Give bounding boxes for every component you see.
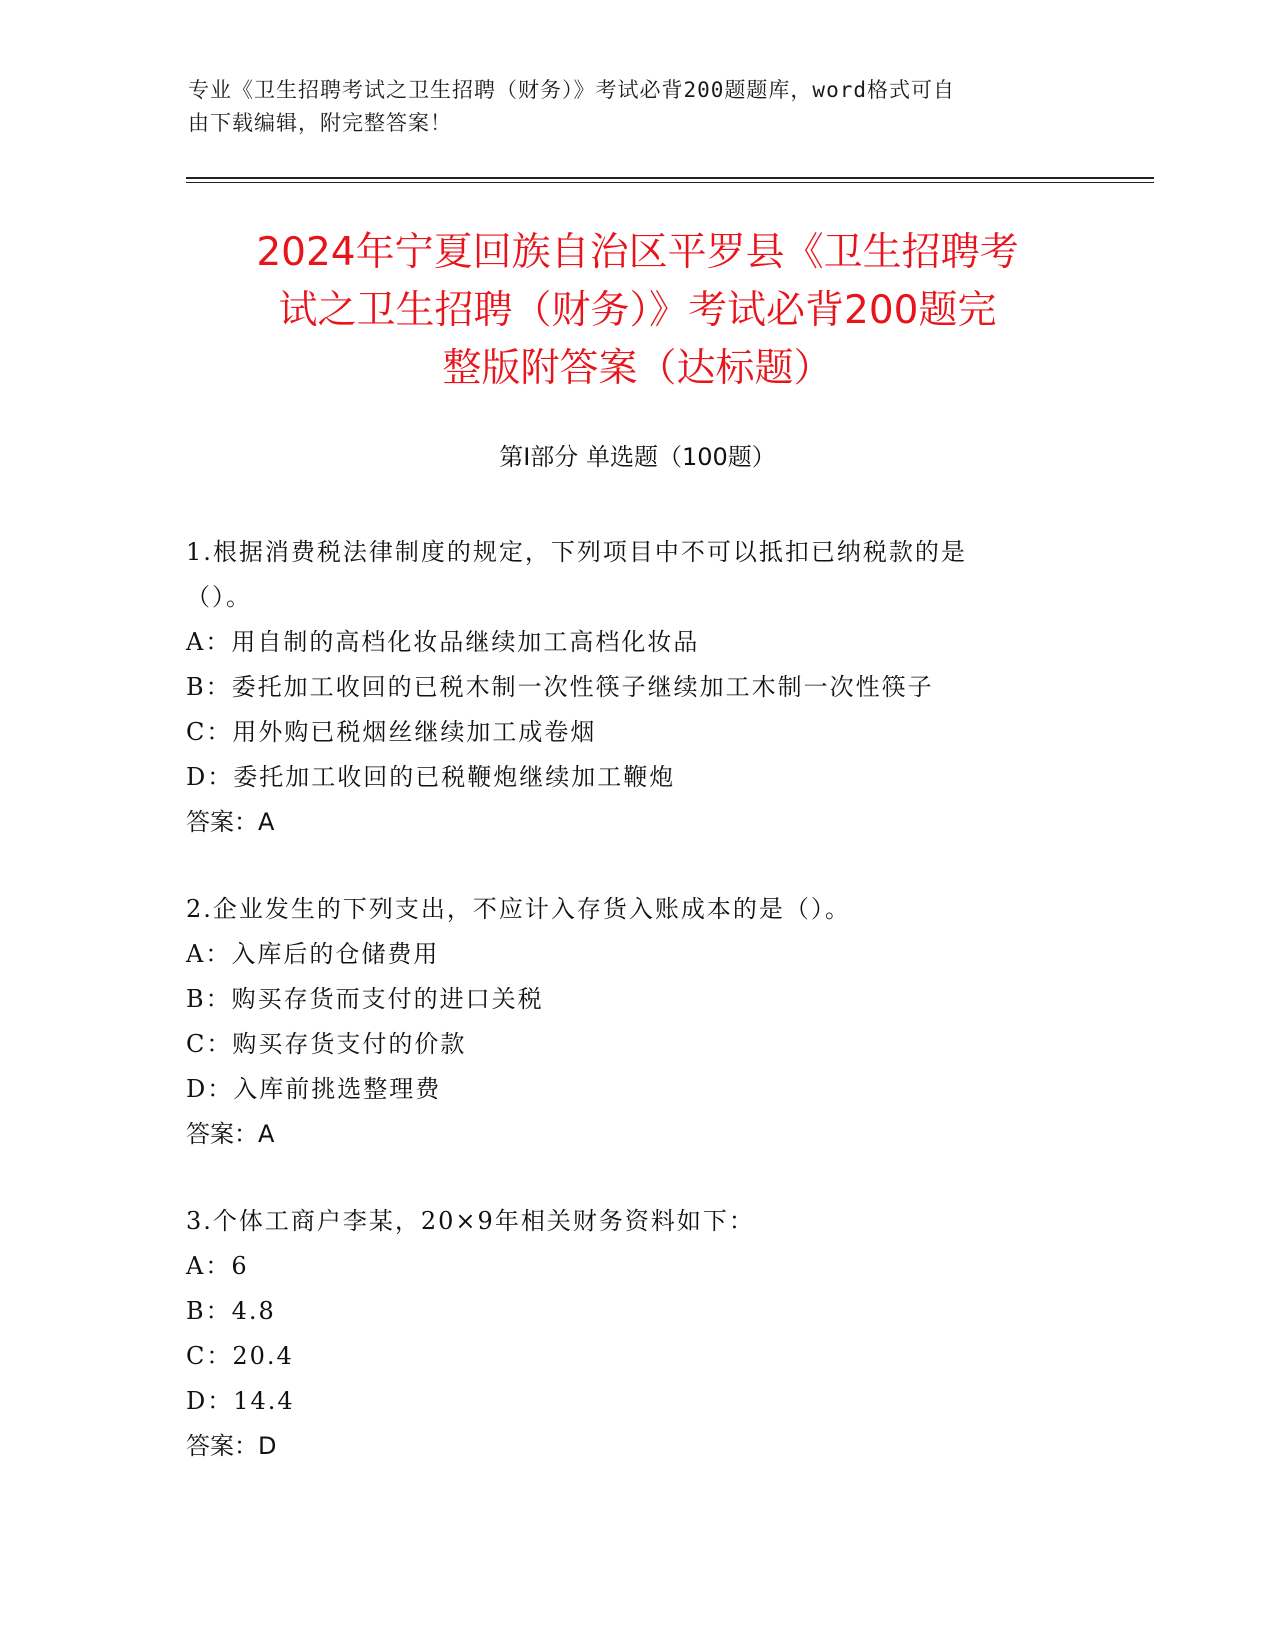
option-b: B：4.8	[186, 1297, 276, 1325]
document-title-line-1: 2024年宁夏回族自治区平罗县《卫生招聘考	[256, 230, 1019, 275]
option-a: A：用自制的高档化妆品继续加工高档化妆品	[186, 628, 700, 656]
option-c: C：20.4	[186, 1342, 294, 1370]
question-stem: 3.个体工商户李某，20×9年相关财务资料如下：	[186, 1207, 755, 1235]
answer: 答案：A	[186, 808, 275, 836]
document-title	[170, 224, 1105, 398]
question-3	[186, 1199, 1086, 1469]
header-note	[188, 74, 1068, 140]
option-a: A：6	[186, 1252, 249, 1280]
option-c: C：购买存货支付的价款	[186, 1030, 467, 1058]
question-1	[186, 530, 1086, 845]
option-d: D：入库前挑选整理费	[186, 1075, 442, 1103]
question-stem: 2.企业发生的下列支出，不应计入存货入账成本的是（）。	[186, 895, 851, 923]
document-title-line-2: 试之卫生招聘（财务）》考试必背200题完	[278, 288, 997, 333]
header-divider-thick	[186, 177, 1154, 179]
option-c: C：用外购已税烟丝继续加工成卷烟	[186, 718, 597, 746]
question-2	[186, 887, 1086, 1157]
question-list	[186, 530, 1086, 1511]
header-divider-thin	[186, 182, 1154, 183]
answer: 答案：D	[186, 1432, 277, 1460]
question-stem: 1.根据消费税法律制度的规定，下列项目中不可以抵扣已纳税款的是	[186, 538, 967, 566]
option-a: A：入库后的仓储费用	[186, 940, 440, 968]
option-d: D：14.4	[186, 1387, 295, 1415]
option-d: D：委托加工收回的已税鞭炮继续加工鞭炮	[186, 763, 676, 791]
header-note-line-2: 由下载编辑，附完整答案！	[188, 111, 452, 135]
header-note-line-1: 专业《卫生招聘考试之卫生招聘（财务）》考试必背200题题库，word格式可自	[188, 78, 955, 102]
option-b: B：购买存货而支付的进口关税	[186, 985, 544, 1013]
answer: 答案：A	[186, 1120, 275, 1148]
document-title-line-3: 整版附答案（达标题）	[442, 346, 833, 391]
option-b: B：委托加工收回的已税木制一次性筷子继续加工木制一次性筷子	[186, 673, 934, 701]
section-heading: 第Ⅰ部分 单选题（100题）	[499, 443, 776, 471]
question-stem-continued: （）。	[186, 583, 252, 611]
